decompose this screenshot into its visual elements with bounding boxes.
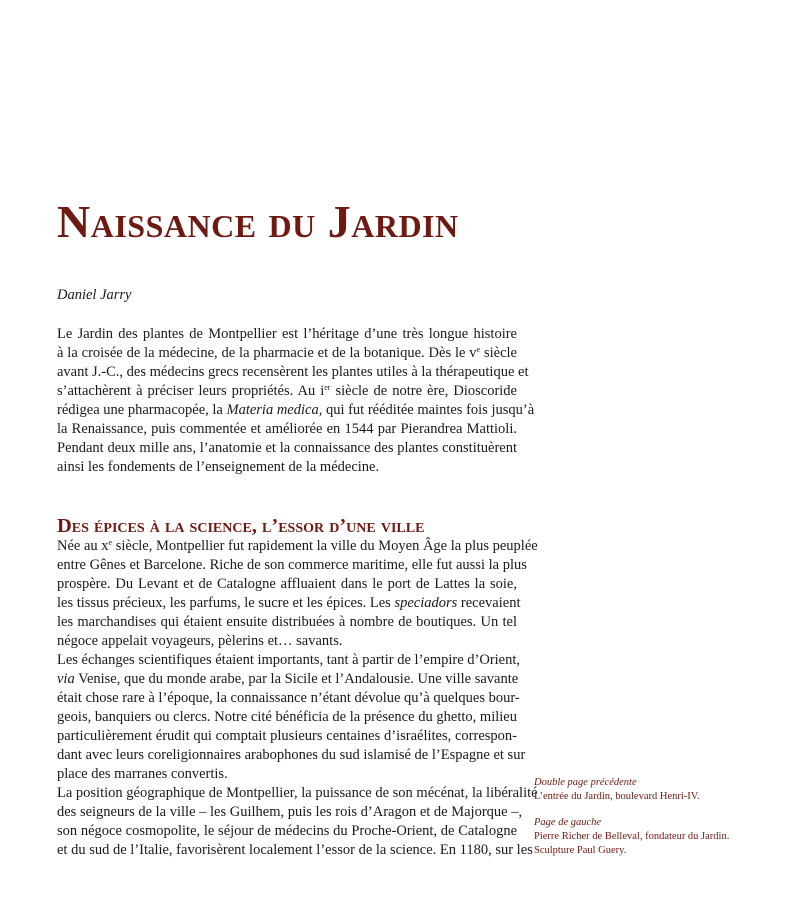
superscript: e [476, 345, 481, 354]
section-body [57, 537, 538, 860]
text-line [57, 575, 517, 594]
author-name: Daniel Jarry [57, 287, 132, 303]
text-segment: dant avec leurs coreligionnaires arabophones du sud islamisé de l’Espagne et sur [57, 747, 526, 763]
text-segment: geois, banquiers ou clercs. Notre cité bénéficia de la présence du ghetto, milieu [57, 709, 517, 725]
text-line [57, 670, 517, 689]
caption-label-left: Page de gauche [534, 817, 602, 828]
text-line [57, 439, 517, 458]
text-segment: Pendant deux mille ans, l’anatomie et la connaissance des plantes constituèrent [57, 440, 517, 456]
intro-paragraph [57, 325, 535, 477]
section-heading: Des épices à la science, l’essor d’une ville [57, 515, 425, 537]
text-segment: La position géographique de Montpellier, la puissance de son mécénat, la libéralité [57, 785, 538, 801]
italic-text: via [57, 671, 75, 687]
text-line [57, 632, 517, 651]
text-segment: négoce appelait voyageurs, pèlerins et… savants. [57, 633, 343, 649]
text-segment: et du sud de l’Italie, favorisèrent localement l’essor de la science. En 1180, sur les [57, 842, 533, 858]
text-line [57, 344, 517, 363]
text-line [57, 689, 520, 708]
captions [534, 776, 729, 858]
text-line [57, 746, 526, 765]
text-line [57, 382, 517, 401]
superscript: er [324, 383, 331, 392]
text-segment: entre Gênes et Barcelone. Riche de son commerce maritime, elle fut aussi la plus [57, 557, 527, 573]
text-segment: la Renaissance, puis commentée et améliorée en 1544 par Pierandrea Mattioli. [57, 421, 517, 437]
text-line [57, 401, 535, 420]
text-line [57, 420, 517, 439]
text-segment: les tissus précieux, les parfums, le sucre et les épices. Les [57, 595, 395, 611]
text-segment: qui fut rééditée maintes fois jusqu’à [322, 402, 535, 418]
text-segment: i [320, 383, 325, 399]
text-segment: siècle de notre ère, Dioscoride [330, 383, 517, 399]
text-segment: était chose rare à l’époque, la connaissance n’étant dévolue qu’à quelques bour- [57, 690, 520, 706]
caption-text-left-1: Pierre Richer de Belleval, fondateur du Jardin. [534, 831, 730, 842]
text-segment: son négoce cosmopolite, le séjour de médecins du Proche-Orient, de Catalogne [57, 823, 517, 839]
text-segment: Les échanges scientifiques étaient importants, tant à partir de l’empire d’Orient, [57, 652, 521, 668]
text-segment: les marchandises qui étaient ensuite distribuées à nombre de boutiques. Un tel [57, 614, 517, 630]
text-segment: Née au x [57, 538, 109, 554]
text-segment: avant J.-C., des médecins grecs recensèrent les plantes utiles à la thérapeutique et [57, 364, 529, 380]
text-line [57, 458, 517, 477]
page-title: Naissance du Jardin [57, 195, 459, 247]
text-segment: des seigneurs de la ville – les Guilhem, puis les rois d’Aragon et de Majorque –, [57, 804, 523, 820]
text-segment: s’attachèrent à préciser leurs propriétés. Au [57, 383, 321, 399]
italic-text: Materia medica, [226, 402, 323, 418]
text-line [57, 613, 517, 632]
text-segment: recevaient [457, 595, 521, 611]
text-line [57, 537, 538, 556]
italic-text: speciadors [394, 595, 458, 611]
superscript: e [108, 538, 113, 547]
text-line [57, 708, 517, 727]
text-line [57, 784, 538, 803]
text-line [57, 325, 517, 344]
text-line [57, 594, 521, 613]
text-segment: à la croisée de la médecine, de la pharmacie et de la botanique. Dès le v [57, 345, 477, 361]
text-line [57, 556, 527, 575]
text-segment: rédigea une pharmacopée, la [57, 402, 227, 418]
text-line [57, 841, 533, 860]
text-line [57, 822, 517, 841]
caption-text-previous: L’entrée du Jardin, boulevard Henri-IV. [534, 791, 700, 802]
text-line [57, 803, 523, 822]
caption-text-left-2: Sculpture Paul Guery. [534, 845, 627, 856]
text-segment: Venise, que du monde arabe, par la Sicile et l’Andalousie. Une ville savante [74, 671, 519, 687]
text-line [57, 651, 521, 670]
text-segment: Le Jardin des plantes de Montpellier est l’héritage d’une très longue histoire [57, 326, 517, 342]
text-segment: particulièrement érudit qui comptait plusieurs centaines d’israélites, correspon- [57, 728, 517, 744]
text-segment: siècle, Montpellier fut rapidement la ville du Moyen Âge la plus peuplée [112, 538, 538, 554]
text-line [57, 765, 517, 784]
text-line [57, 363, 529, 382]
text-segment: ainsi les fondements de l’enseignement de la médecine. [57, 459, 380, 475]
caption-label-previous: Double page précédente [534, 777, 637, 788]
text-segment: prospère. Du Levant et de Catalogne affluaient dans le port de Lattes la soie, [57, 576, 517, 592]
text-line [57, 727, 517, 746]
text-segment: siècle [480, 345, 517, 361]
text-segment: place des marranes convertis. [57, 766, 228, 782]
